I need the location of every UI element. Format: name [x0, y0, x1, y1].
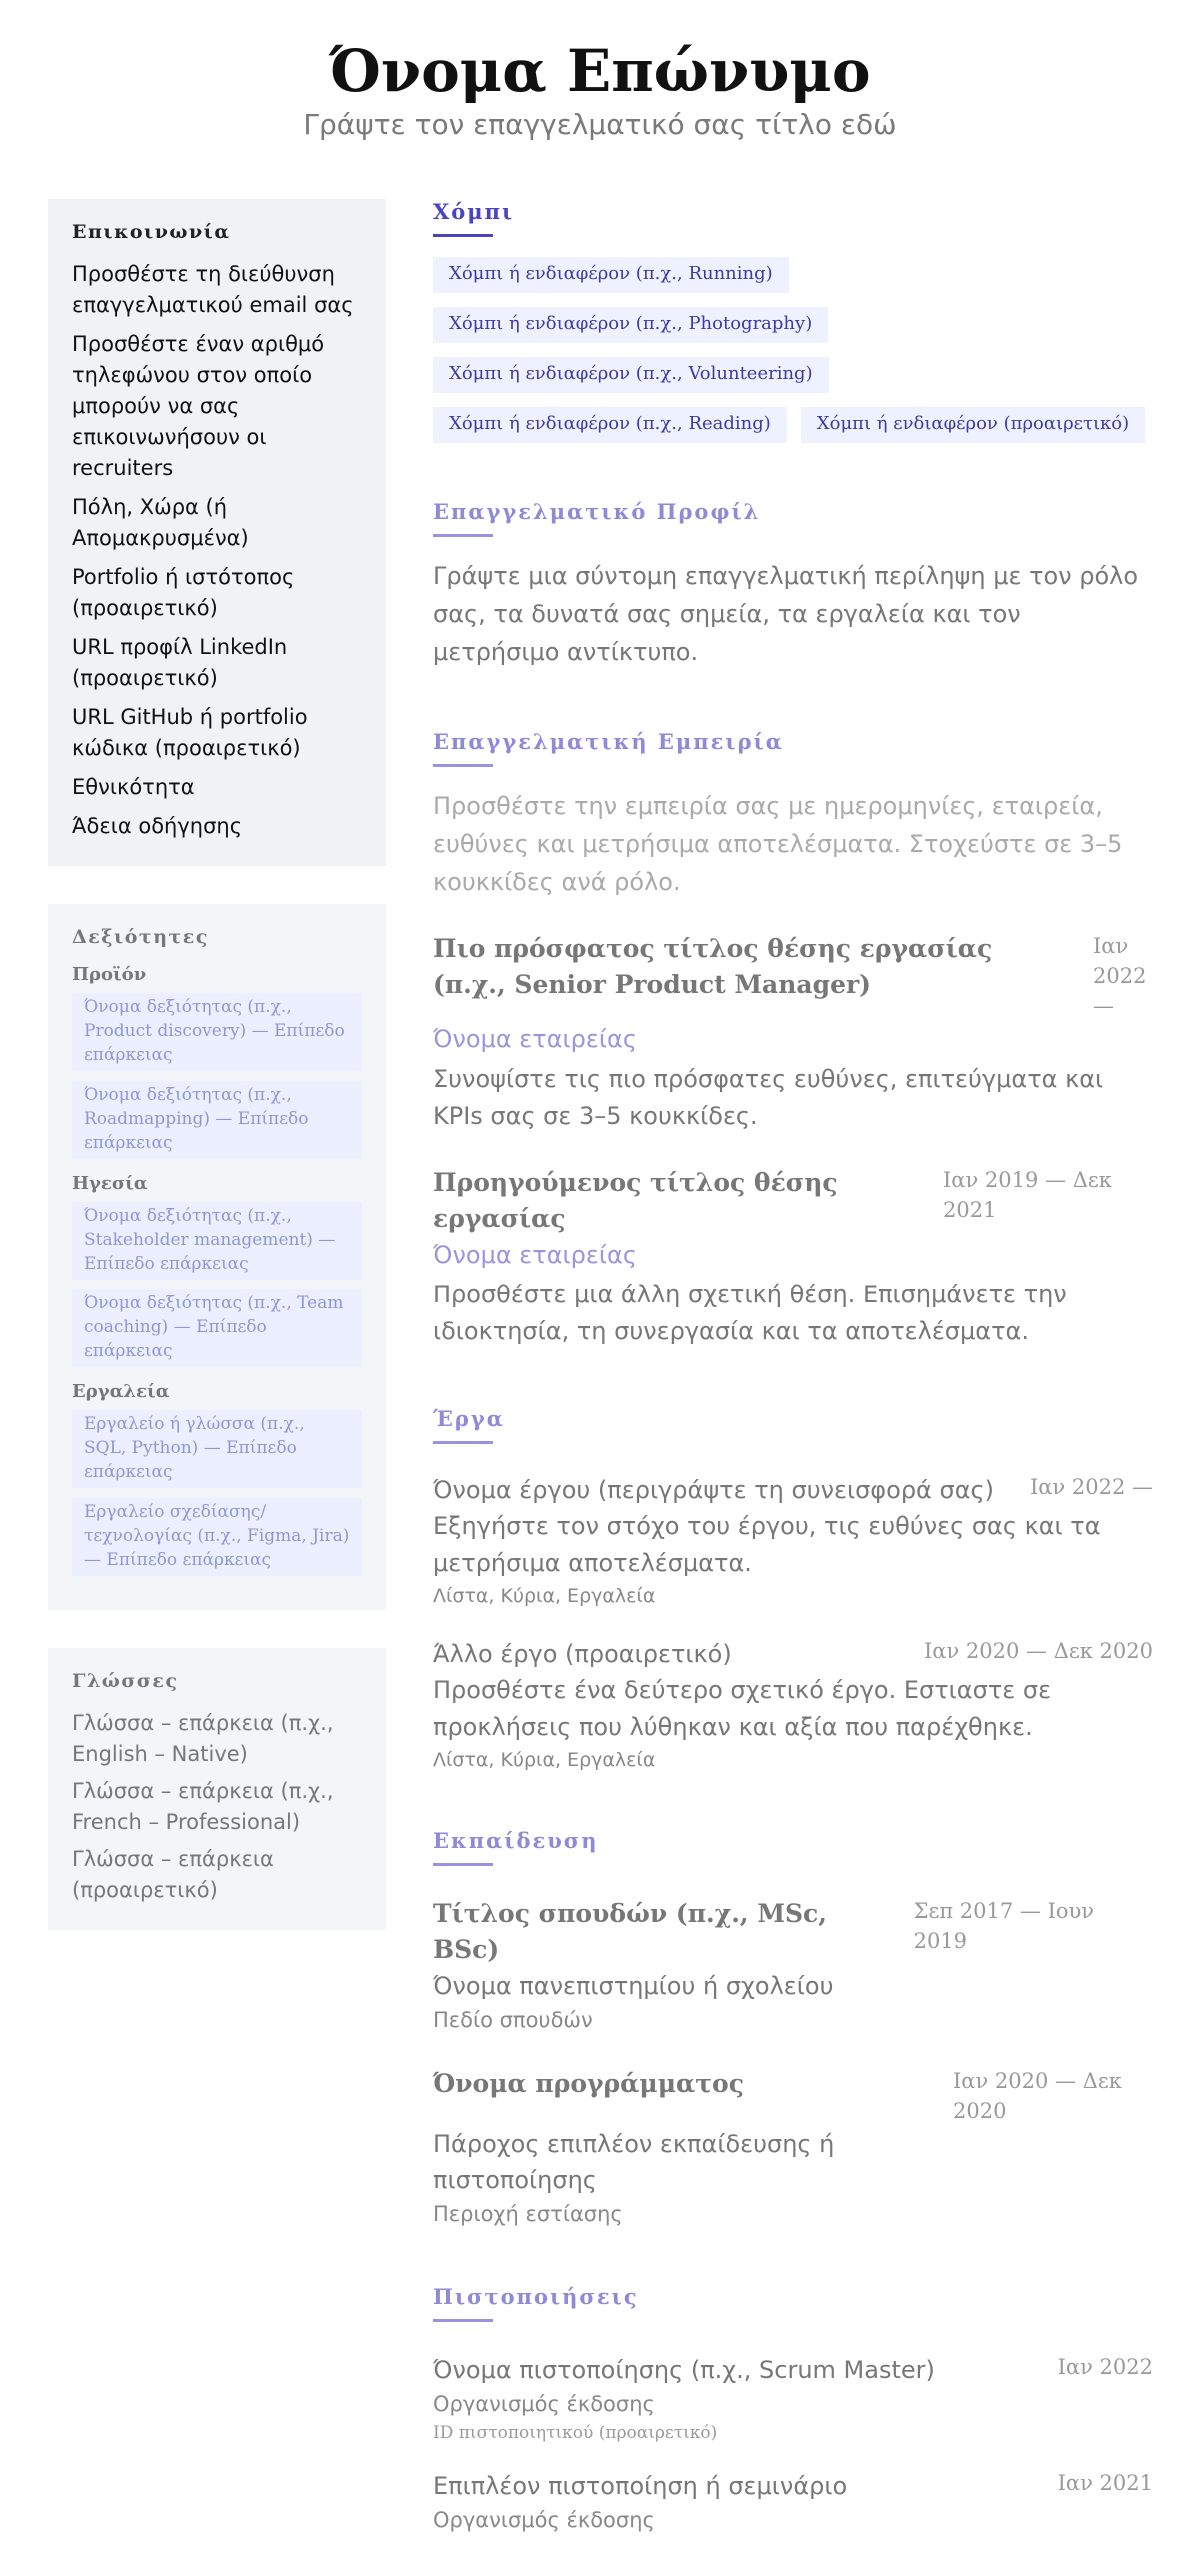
- project-entry: [433, 1472, 1153, 1610]
- projects-section: [433, 1406, 1153, 1774]
- contact-linkedin: URL προφίλ LinkedIn (προαιρετικό): [72, 635, 288, 690]
- language-item: Γλώσσα – επάρκεια (π.χ., English – Native): [72, 1711, 334, 1766]
- hobby-chip: Χόμπι ή ενδιαφέρον (π.χ., Photography): [433, 307, 828, 343]
- skills-box: [48, 904, 386, 1610]
- skill-item: Εργαλείο ή γλώσσα (π.χ., SQL, Python) — Επίπεδο επάρκειας: [72, 1410, 362, 1488]
- job-description: Προσθέστε μια άλλη σχετική θέση. Επισημάνετε την ιδιοκτησία, τη συνεργασία και τα αποτελέσματα.: [433, 1281, 1067, 1345]
- issuing-organization: Οργανισμός έκδοσης: [433, 2392, 655, 2416]
- experience-entry: [433, 931, 1153, 1135]
- project-date: Ιαν 2022 —: [1029, 1475, 1153, 1499]
- certification-entry: [433, 2468, 1153, 2536]
- field-of-study: Πεδίο σπουδών: [433, 2008, 593, 2032]
- section-divider: [433, 534, 493, 537]
- skill-group-title: Προϊόν: [72, 964, 147, 985]
- project-entry: [433, 1636, 1153, 1774]
- contact-heading: Επικοινωνία: [72, 221, 231, 243]
- hobby-chip: Χόμπι ή ενδιαφέρον (π.χ., Reading): [433, 407, 787, 443]
- section-divider: [433, 2319, 493, 2322]
- hobby-chip: Χόμπι ή ενδιαφέρον (π.χ., Running): [433, 257, 789, 293]
- field-of-study: Περιοχή εστίασης: [433, 2202, 623, 2226]
- credential-id: ID πιστοποιητικού (προαιρετικό): [433, 2423, 718, 2443]
- job-title: Προηγούμενος τίτλος θέσης εργασίας: [433, 1168, 838, 1233]
- degree-title: Τίτλος σπουδών (π.χ., MSc, BSc): [433, 1899, 827, 1964]
- hobbies-section: [433, 199, 1153, 443]
- experience-heading: Επαγγελματική Εμπειρία: [433, 729, 784, 754]
- section-divider: [433, 764, 493, 767]
- contact-driving-license: Άδεια οδήγησης: [72, 814, 243, 838]
- skill-group-title: Εργαλεία: [72, 1381, 170, 1402]
- job-date: Ιαν 2019 — Δεκ 2021: [943, 1168, 1112, 1222]
- certification-entry: [433, 2352, 1153, 2446]
- section-divider: [433, 234, 493, 237]
- institution-name: Πάροχος επιπλέον εκπαίδευσης ή πιστοποίησης: [433, 2130, 835, 2194]
- skill-item: Όνομα δεξιότητας (π.χ., Product discovery) — Επίπεδο επάρκειας: [72, 993, 362, 1071]
- professional-title: Γράψτε τον επαγγελματικό σας τίτλο εδώ: [303, 107, 897, 141]
- certifications-heading: Πιστοποιήσεις: [433, 2284, 639, 2309]
- contact-location: Πόλη, Χώρα (ή Απομακρυσμένα): [72, 495, 249, 550]
- degree-title: Όνομα προγράμματος: [433, 2069, 744, 2098]
- education-section: [433, 1828, 1153, 2230]
- hobby-chip: Χόμπι ή ενδιαφέρον (π.χ., Volunteering): [433, 357, 829, 393]
- contact-nationality: Εθνικότητα: [72, 775, 195, 799]
- contact-box: [48, 199, 386, 866]
- project-tags: Λίστα, Κύρια, Εργαλεία: [433, 1585, 656, 1607]
- person-name: Όνομα Επώνυμο: [329, 37, 871, 105]
- experience-intro: Προσθέστε την εμπειρία σας με ημερομηνίες, εταιρεία, ευθύνες και μετρήσιμα αποτελέσματα. Στοχεύστε σε 3–5 κουκκίδες ανά ρόλο.: [433, 792, 1123, 896]
- language-item: Γλώσσα – επάρκεια (προαιρετικό): [72, 1847, 274, 1902]
- skill-item: Όνομα δεξιότητας (π.χ., Team coaching) — Επίπεδο επάρκειας: [72, 1289, 362, 1367]
- institution-name: Όνομα πανεπιστημίου ή σχολείου: [433, 1972, 834, 2000]
- project-description: Προσθέστε ένα δεύτερο σχετικό έργο. Εστιαστε σε προκλήσεις που λύθηκαν και αξία που παρέχθηκε.: [433, 1676, 1052, 1741]
- project-title: Όνομα έργου (περιγράψτε τη συνεισφορά σας): [433, 1476, 994, 1504]
- project-tags: Λίστα, Κύρια, Εργαλεία: [433, 1749, 656, 1771]
- issuing-organization: Οργανισμός έκδοσης: [433, 2508, 655, 2532]
- main-column: [433, 199, 1153, 2576]
- skill-item: Όνομα δεξιότητας (π.χ., Stakeholder management) — Επίπεδο επάρκειας: [72, 1202, 362, 1280]
- resume-header: [0, 0, 1200, 141]
- contact-phone: Προσθέστε έναν αριθμό τηλεφώνου στον οποίο μπορούν να σας επικοινωνήσουν οι recruiters: [72, 332, 325, 480]
- job-date: Ιαν 2022 —: [1093, 934, 1147, 1018]
- language-item: Γλώσσα – επάρκεια (π.χ., French – Professional): [72, 1779, 334, 1834]
- certification-date: Ιαν 2021: [1057, 2471, 1153, 2495]
- projects-heading: Έργα: [433, 1406, 505, 1431]
- project-description: Εξηγήστε τον στόχο του έργου, τις ευθύνες σας και τα μετρήσιμα αποτελέσματα.: [433, 1512, 1101, 1577]
- skill-group-title: Ηγεσία: [72, 1173, 148, 1194]
- contact-portfolio: Portfolio ή ιστότοπος (προαιρετικό): [72, 565, 295, 620]
- profile-text: Γράψτε μια σύντομη επαγγελματική περίληψη με τον ρόλο σας, τα δυνατά σας σημεία, τα εργαλεία και τον μετρήσιμο αντίκτυπο.: [433, 562, 1139, 666]
- job-description: Συνοψίστε τις πιο πρόσφατες ευθύνες, επιτεύγματα και KPIs σας σε 3–5 κουκκίδες.: [433, 1065, 1104, 1130]
- section-divider: [433, 1863, 493, 1866]
- education-entry: [433, 1896, 1153, 2036]
- education-heading: Εκπαίδευση: [433, 1828, 599, 1853]
- languages-box: [48, 1648, 386, 1930]
- hobby-chip: Χόμπι ή ενδιαφέρον (προαιρετικό): [801, 407, 1145, 443]
- company-name: Όνομα εταιρείας: [433, 1241, 637, 1269]
- skill-item: Εργαλείο σχεδίασης/τεχνολογίας (π.χ., Figma, Jira) — Επίπεδο επάρκειας: [72, 1498, 362, 1576]
- experience-section: [433, 729, 1153, 1350]
- hobbies-heading: Χόμπι: [433, 199, 515, 224]
- project-title: Άλλο έργο (προαιρετικό): [433, 1640, 732, 1668]
- contact-github: URL GitHub ή portfolio κώδικα (προαιρετικό): [72, 705, 308, 760]
- languages-heading: Γλώσσες: [72, 1670, 179, 1692]
- project-date: Ιαν 2020 — Δεκ 2020: [923, 1639, 1153, 1663]
- profile-section: [433, 499, 1153, 671]
- contact-email: Προσθέστε τη διεύθυνση επαγγελματικού email σας: [72, 262, 354, 317]
- skills-heading: Δεξιότητες: [72, 926, 209, 948]
- certifications-section: [433, 2284, 1153, 2536]
- profile-heading: Επαγγελματικό Προφίλ: [433, 499, 761, 524]
- section-divider: [433, 1441, 493, 1444]
- skill-item: Όνομα δεξιότητας (π.χ., Roadmapping) — Επίπεδο επάρκειας: [72, 1081, 362, 1159]
- job-title: Πιο πρόσφατος τίτλος θέσης εργασίας (π.χ., Senior Product Manager): [433, 934, 993, 999]
- education-entry: [433, 2066, 1153, 2230]
- experience-entry: [433, 1165, 1153, 1350]
- education-date: Σεπ 2017 — Ιουν 2019: [913, 1899, 1095, 1953]
- sidebar: [48, 199, 386, 1968]
- certification-title: Όνομα πιστοποίησης (π.χ., Scrum Master): [433, 2356, 935, 2384]
- certification-date: Ιαν 2022: [1057, 2355, 1153, 2379]
- education-date: Ιαν 2020 — Δεκ 2020: [953, 2069, 1122, 2123]
- certification-title: Επιπλέον πιστοποίηση ή σεμινάριο: [433, 2472, 848, 2500]
- company-name: Όνομα εταιρείας: [433, 1025, 637, 1053]
